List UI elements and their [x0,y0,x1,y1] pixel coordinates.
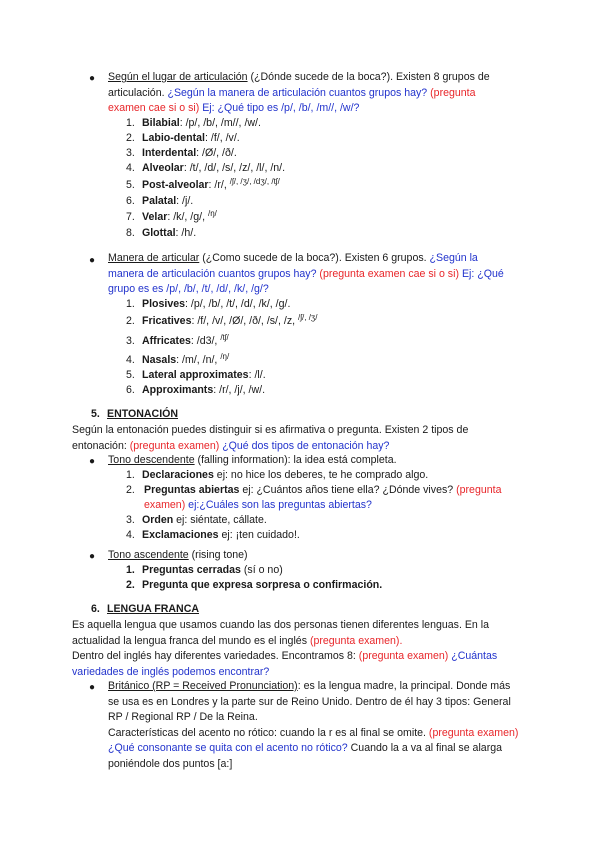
list-item: 7. Velar: /k/, /g/, $^{/ŋ/}$ [126,209,217,223]
manera-title: Manera de articular [108,252,200,264]
list-item: 1. Bilabial: /p/, /b/, /m//, /w/. [126,117,261,129]
list-item: 4. Nasals: /m/, /n/, $^{/ŋ/}$ [126,352,230,366]
manera-intro: (¿Como sucede de la boca?). Existen 6 grupos. [199,252,430,264]
lugar-question: ¿Según la manera de articulación cuantos grupos hay? [167,86,428,99]
list-item: 8. Glottal: /h/. [126,227,197,239]
tono-descendente: Tono descendente (falling information): la idea está completa. [108,454,397,466]
britanico-paragraph: Británico (RP = Received Pronunciation): es la lengua madre, la principal. Donde más se usa es en Londres y la parte sur de Reino Unido. Dentro de él hay 3 tipos: General RP / Regional RP / De la Reina. Características del acento no rótico: cuando la r es al final se omite. (pregunta examen) ¿Qué consonante se quita con el acento no rótico? Cuando la a va al final se alarga poniéndole dos puntos [a:] [108,680,519,770]
lugar-paragraph [108,70,513,117]
bullet: ● [89,255,96,266]
lengua-franca-paragraph: Es aquella lengua que usamos cuando las dos personas tienen diferentes lenguas. En la actualidad la lengua franca del mundo es el inglés (pregunta examen). Dentro del inglés hay diferentes variedades. Encontramos 8: (pregunta examen) ¿Cuántas variedades de inglés podemos encontrar? [72,619,498,678]
list-item: 2. Pregunta que expresa sorpresa o confirmación. [126,579,383,591]
list-item: 5. Lateral approximates: /l/. [126,369,266,381]
list-item: 3. Affricates: /d3/, $^{/tʃ/}$ [126,333,229,347]
ipa-image-text: /ʃ/, /ʒ/, /dʒ/, /tʃ/ [229,177,280,186]
list-item: 3. Interdental: /Ø/, /ð/. [126,147,237,159]
section-heading-lengua-franca: 6. LENGUA FRANCA [91,603,200,615]
lugar-exam: (pregunta examen cae si o si) [108,86,476,114]
manera-exam: (pregunta examen cae si o si) [316,267,462,280]
bullet: ● [89,456,96,467]
list-item: 2. Labio-dental: /f/, /v/. [126,132,240,144]
list-item: 4. Alveolar: /t/, /d/, /s/, /z/, /l/, /n/. [126,162,286,174]
manera-example: Ej: ¿Qué grupo es es /p/, /b/, /t/, /d/, /k/, /g/? [108,267,504,295]
list-item: 2. Preguntas abiertas ej: ¿Cuántos años tiene ella? ¿Dónde vives? (pregunta examen) ej:¿Cuáles son las preguntas abiertas? [126,484,502,511]
ipa-image-text: /tʃ/ [220,333,229,342]
list-item: 1. Plosives: /p/, /b/, /t/, /d/, /k/, /g/. [126,298,291,310]
list-item: 1. Declaraciones ej: no hice los deberes, te he comprado algo. [126,469,429,481]
list-item: 1. Preguntas cerradas (sí o no) [126,564,283,576]
list-item: 3. Orden ej: siéntate, cállate. [126,514,267,526]
list-item: 4. Exclamaciones ej: ¡ten cuidado!. [126,529,300,541]
manera-question: ¿Según la manera de articulación cuantos grupos hay? [108,252,478,280]
ipa-image-text: /ŋ/ [220,352,230,361]
lugar-example: Ej: ¿Qué tipo es /p/, /b/, /m//, /w/? [202,102,360,114]
bullet: ● [89,73,96,84]
bullet: ● [89,682,96,693]
manera-paragraph [108,251,513,298]
ipa-image-text: /ʃ/, /ʒ/ [298,313,318,322]
lugar-intro: (¿Dónde sucede de la boca?). Existen 8 grupos de articulación. [108,71,490,99]
list-item: 5. Post-alveolar: /r/, $^{/ʃ/, /ʒ/, /dʒ/, /tʃ/}$ [126,177,280,191]
entonacion-paragraph: Según la entonación puedes distinguir si es afirmativa o pregunta. Existen 2 tipos de entonación: (pregunta examen) ¿Qué dos tipos de entonación hay? [72,424,469,452]
ipa-image-text: /ŋ/ [207,209,217,218]
list-item: 2. Fricatives: /f/, /v/, /Ø/, /ð/, /s/, /z, $^{/ʃ/, /ʒ/}$ [126,313,318,327]
list-item: 6. Approximants: /r/, /j/, /w/. [126,384,266,396]
lugar-title: Según el lugar de articulación [108,71,248,83]
bullet: ● [89,551,96,562]
section-heading-entonacion: 5. ENTONACIÓN [91,408,179,420]
list-item: 6. Palatal: /j/. [126,195,194,207]
tono-ascendente: Tono ascendente (rising tone) [108,549,248,561]
